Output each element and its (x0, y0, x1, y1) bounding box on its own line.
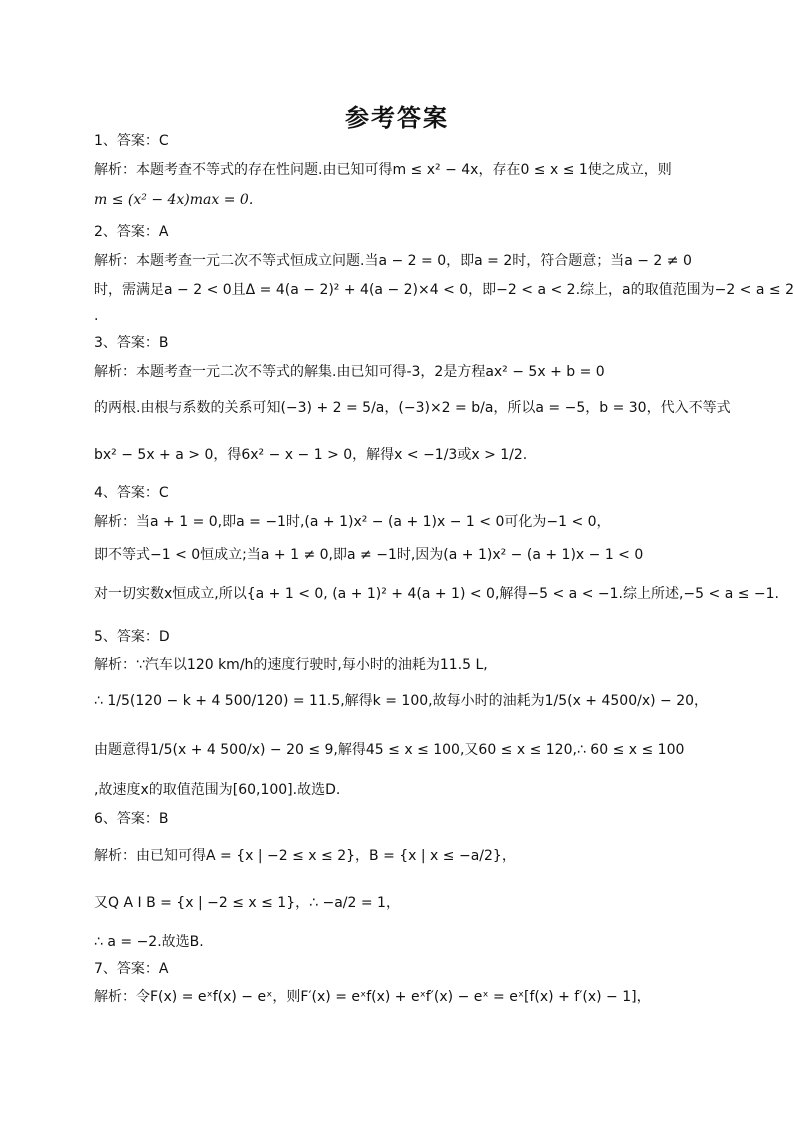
answer-4-heading: 4、答案：C (94, 485, 169, 501)
answer-4-analysis-line-3: 对一切实数x恒成立,所以{a + 1 < 0, (a + 1)² + 4(a + 1) < 0,解得−5 < a < −1.综上所述,−5 < a ≤ −1. (94, 586, 780, 602)
answer-2-analysis-line-2: 时，需满足a − 2 < 0且Δ = 4(a − 2)² + 4(a − 2)×4 < 0，即−2 < a < 2.综上，a的取值范围为−2 < a ≤ 2 (94, 282, 794, 298)
answer-6-analysis-line-2: 又Q A I B = {x | −2 ≤ x ≤ 1}，∴ −a/2 = 1， (94, 895, 400, 911)
answer-3-heading: 3、答案：B (94, 335, 169, 351)
answer-6-analysis-line-1: 解析：由已知可得A = {x | −2 ≤ x ≤ 2}，B = {x | x ≤ −a/2}， (94, 848, 516, 864)
answer-3-analysis-line-1: 解析：本题考查一元二次不等式的解集.由已知可得-3，2是方程ax² − 5x + b = 0 (94, 364, 605, 380)
answer-3-analysis-line-3: bx² − 5x + a > 0，得6x² − x − 1 > 0，解得x < −1/3或x > 1/2. (94, 447, 528, 463)
answer-1-analysis-line-2: m ≤ (x² − 4x)max = 0. (94, 192, 254, 208)
answer-4-analysis-line-2: 即不等式−1 < 0恒成立;当a + 1 ≠ 0,即a ≠ −1时,因为(a + 1)x² − (a + 1)x − 1 < 0 (94, 547, 644, 563)
page-title: 参考答案 (345, 104, 449, 132)
answer-5-analysis-line-3: 由题意得1/5(x + 4 500/x) − 20 ≤ 9,解得45 ≤ x ≤ 100,又60 ≤ x ≤ 120,∴ 60 ≤ x ≤ 100 (94, 742, 685, 758)
answer-5-analysis-line-2: ∴ 1/5(120 − k + 4 500/120) = 11.5,解得k = 100,故每小时的油耗为1/5(x + 4500/x) − 20， (94, 693, 709, 709)
answer-2-analysis-line-1: 解析：本题考查一元二次不等式恒成立问题.当a − 2 = 0，即a = 2时，符合题意；当a − 2 ≠ 0 (94, 253, 692, 269)
answer-7-analysis-line-1: 解析：令F(x) = eˣf(x) − eˣ，则F′(x) = eˣf(x) + eˣf′(x) − eˣ = eˣ[f(x) + f′(x) − 1]， (94, 989, 651, 1005)
answer-5-analysis-line-1: 解析：∵汽车以120 km/h的速度行驶时,每小时的油耗为11.5 L, (94, 657, 488, 673)
answer-4-analysis-line-1: 解析：当a + 1 = 0,即a = −1时,(a + 1)x² − (a + 1)x − 1 < 0可化为−1 < 0， (94, 514, 611, 530)
answer-5-analysis-line-4: ,故速度x的取值范围为[60,100].故选D. (94, 782, 341, 798)
answer-7-heading: 7、答案：A (94, 961, 169, 977)
answer-3-analysis-line-2: 的两根.由根与系数的关系可知(−3) + 2 = 5/a，(−3)×2 = b/a，所以a = −5，b = 30，代入不等式 (94, 400, 731, 416)
answer-2-analysis-line-3: . (94, 308, 99, 324)
answer-1-heading: 1、答案：C (94, 133, 169, 149)
answer-6-analysis-line-3: ∴ a = −2.故选B. (94, 934, 204, 950)
answer-2-heading: 2、答案：A (94, 224, 169, 240)
answer-5-heading: 5、答案：D (94, 629, 170, 645)
answer-1-analysis-line-1: 解析：本题考查不等式的存在性问题.由已知可得m ≤ x² − 4x，存在0 ≤ x ≤ 1使之成立，则 (94, 162, 672, 178)
answer-6-heading: 6、答案：B (94, 811, 169, 827)
